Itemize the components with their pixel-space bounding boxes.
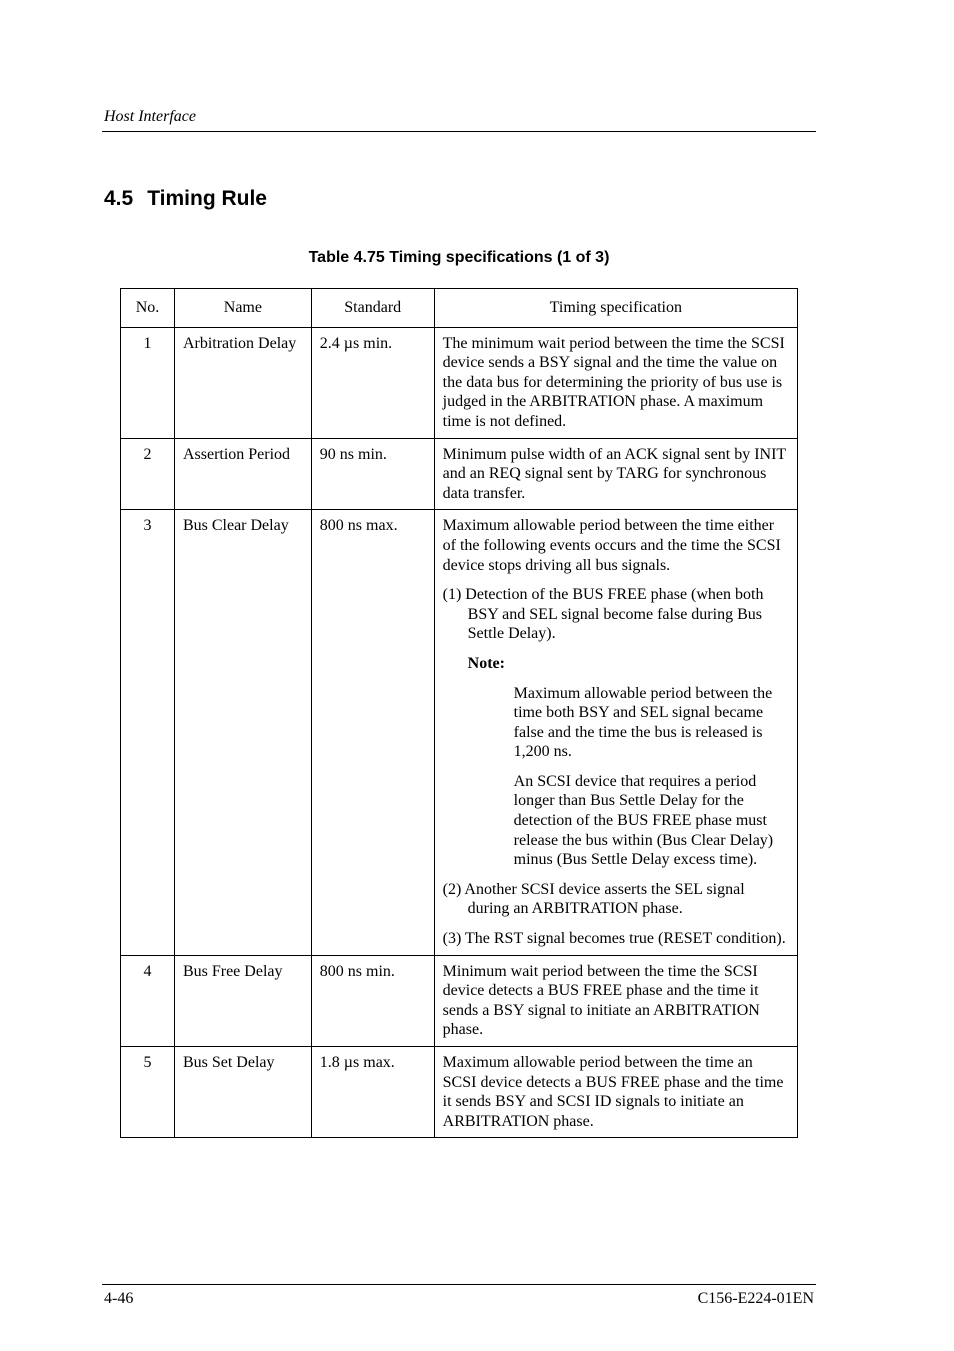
spec-list-item: (1) Detection of the BUS FREE phase (when both BSY and SEL signal become false during Bus Settle Delay). (442, 586, 764, 643)
row-number: 3 (121, 510, 175, 955)
table-caption: Table 4.75 Timing specifications (1 of 3) (308, 249, 610, 266)
section-number: 4.5 (104, 187, 134, 210)
column-header-timing-spec: Timing specification (434, 289, 797, 328)
row-name: Bus Free Delay (174, 955, 311, 1046)
note-paragraph: Maximum allowable period between the time both BSY and SEL signal became false and the time the bus is released is 1,200 ns. (513, 684, 773, 761)
spec-paragraph: Minimum pulse width of an ACK signal sent by INIT and an REQ signal sent by TARG for synchronous data transfer. (442, 445, 786, 502)
column-header-standard: Standard (311, 289, 434, 328)
spec-list-item: (2) Another SCSI device asserts the SEL signal during an ARBITRATION phase. (442, 880, 745, 918)
document-code: C156-E224-01EN (697, 1290, 814, 1307)
spec-paragraph: Minimum wait period between the time the SCSI device detects a BUS FREE phase and the time it sends a BSY signal to initiate an ARBITRATION phase. (442, 962, 760, 1039)
column-header-name: Name (174, 289, 311, 328)
spec-list-item: (3) The RST signal becomes true (RESET condition). (442, 930, 786, 948)
table-row (121, 955, 798, 1046)
table-row (121, 1047, 798, 1138)
spec-paragraph: Maximum allowable period between the time either of the following events occurs and the time the SCSI device stops driving all bus signals. (442, 517, 781, 574)
table-header-row (121, 289, 798, 328)
table-row (121, 510, 798, 955)
row-number: 1 (121, 327, 175, 438)
row-number: 2 (121, 438, 175, 510)
row-standard: 90 ns min. (311, 438, 434, 510)
page-number: 4-46 (104, 1290, 134, 1307)
spec-paragraph: Maximum allowable period between the time an SCSI device detects a BUS FREE phase and the time it sends BSY and SCSI ID signals to initiate an ARBITRATION phase. (442, 1054, 784, 1130)
row-name: Bus Set Delay (174, 1047, 311, 1138)
section-title-text: Timing Rule (147, 187, 267, 210)
timing-spec-table (120, 288, 798, 1138)
row-standard: 800 ns min. (311, 955, 434, 1046)
table-row (121, 327, 798, 438)
header-rule (102, 131, 816, 132)
row-timing-spec (434, 510, 797, 955)
table-row (121, 438, 798, 510)
note-label: Note: (467, 654, 505, 672)
row-timing-spec (434, 438, 797, 510)
row-name: Assertion Period (174, 438, 311, 510)
row-number: 4 (121, 955, 175, 1046)
running-header: Host Interface (104, 108, 196, 125)
row-standard: 800 ns max. (311, 510, 434, 955)
spec-paragraph: The minimum wait period between the time the SCSI device sends a BSY signal and the time the value on the data bus for determining the priority of bus use is judged in the ARBITRATION phase. A maximum time is not defined. (442, 334, 785, 430)
section-title (104, 187, 267, 211)
row-timing-spec (434, 327, 797, 438)
row-number: 5 (121, 1047, 175, 1138)
row-standard: 1.8 µs max. (311, 1047, 434, 1138)
column-header-no: No. (121, 289, 175, 328)
note-paragraph: An SCSI device that requires a period longer than Bus Settle Delay for the detection of the BUS FREE phase must release the bus within (Bus Clear Delay) minus (Bus Settle Delay excess time). (513, 772, 774, 869)
footer-rule (102, 1284, 816, 1285)
row-timing-spec (434, 955, 797, 1046)
row-name: Arbitration Delay (174, 327, 311, 438)
row-standard: 2.4 µs min. (311, 327, 434, 438)
row-timing-spec (434, 1047, 797, 1138)
row-name: Bus Clear Delay (174, 510, 311, 955)
